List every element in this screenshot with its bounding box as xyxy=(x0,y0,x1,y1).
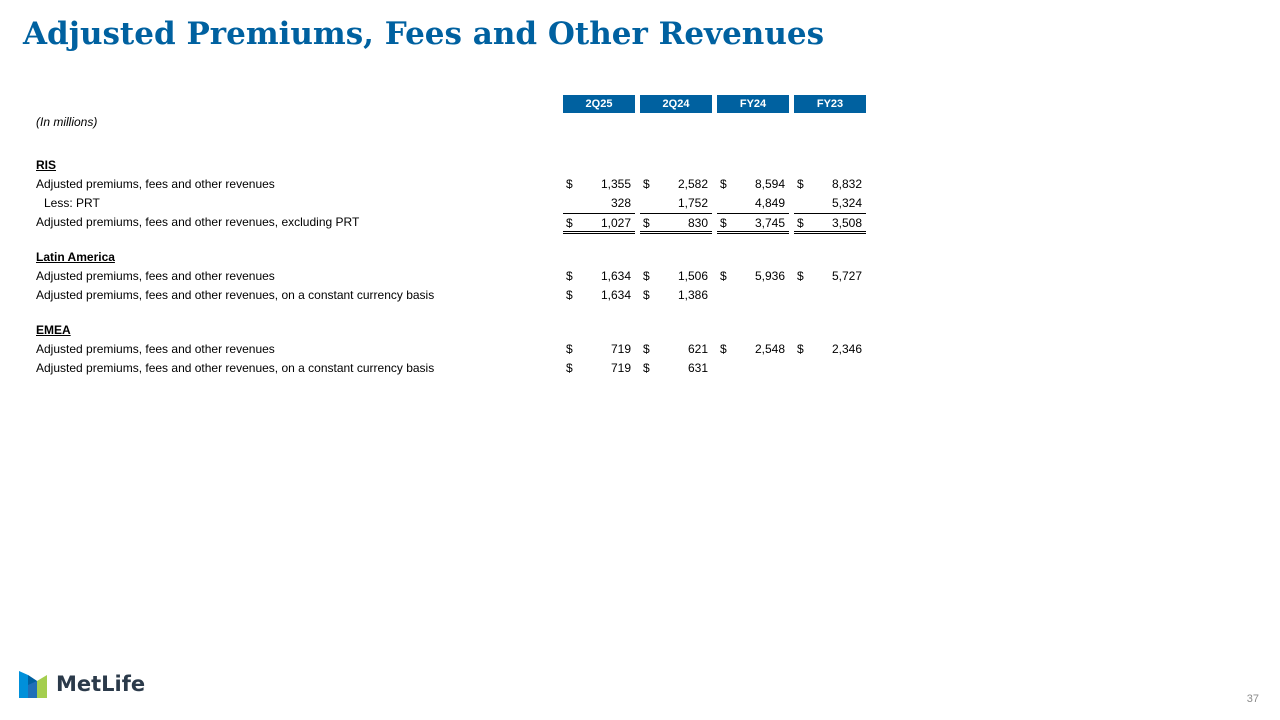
table-row xyxy=(0,267,1280,286)
currency-symbol: $ xyxy=(720,216,727,230)
row-label: Adjusted premiums, fees and other revenues, on a constant currency basis xyxy=(36,361,435,375)
column-header-2q25: 2Q25 xyxy=(563,95,635,113)
cell-value: 4,849 xyxy=(754,196,785,210)
brand-wordmark: MetLife xyxy=(56,672,146,696)
cell-value: 3,508 xyxy=(831,216,862,230)
table-row xyxy=(0,175,1280,194)
cell-value: 328 xyxy=(610,196,631,210)
cell-value: 8,594 xyxy=(754,177,785,191)
cell-value: 2,582 xyxy=(677,177,708,191)
currency-symbol: $ xyxy=(643,177,650,191)
currency-symbol: $ xyxy=(566,361,573,375)
cell-value: 1,386 xyxy=(677,288,708,302)
currency-symbol: $ xyxy=(797,216,804,230)
section-heading-emea xyxy=(0,321,1280,340)
cell-value: 5,936 xyxy=(754,269,785,283)
cell-value: 5,324 xyxy=(831,196,862,210)
cell-value: 1,355 xyxy=(600,177,631,191)
section-heading-latin-america xyxy=(0,248,1280,267)
page-title: Adjusted Premiums, Fees and Other Revenues xyxy=(23,16,825,52)
currency-symbol: $ xyxy=(797,269,804,283)
cell-value: 2,548 xyxy=(754,342,785,356)
row-label: Adjusted premiums, fees and other revenues, on a constant currency basis xyxy=(36,288,435,302)
cell-value: 1,506 xyxy=(677,269,708,283)
row-label: Adjusted premiums, fees and other revenues xyxy=(36,177,275,191)
cell-value: 5,727 xyxy=(831,269,862,283)
cell-value: 3,745 xyxy=(754,216,785,230)
cell-value: 1,634 xyxy=(600,269,631,283)
section-heading-label: EMEA xyxy=(36,323,71,337)
currency-symbol: $ xyxy=(643,288,650,302)
currency-symbol: $ xyxy=(566,288,573,302)
cell-value: 1,027 xyxy=(600,216,631,230)
currency-symbol: $ xyxy=(797,177,804,191)
cell-value: 830 xyxy=(687,216,708,230)
metlife-logo-icon xyxy=(19,671,49,699)
cell-value: 719 xyxy=(610,342,631,356)
cell-value: 8,832 xyxy=(831,177,862,191)
currency-symbol: $ xyxy=(643,269,650,283)
column-header-fy24: FY24 xyxy=(717,95,789,113)
table-row xyxy=(0,286,1280,305)
currency-symbol: $ xyxy=(643,216,650,230)
table-row xyxy=(0,194,1280,213)
currency-symbol: $ xyxy=(643,342,650,356)
currency-symbol: $ xyxy=(797,342,804,356)
table-row xyxy=(0,340,1280,359)
row-label: Less: PRT xyxy=(44,196,100,210)
table-row xyxy=(0,359,1280,378)
cell-value: 1,634 xyxy=(600,288,631,302)
row-label: Adjusted premiums, fees and other revenues xyxy=(36,342,275,356)
currency-symbol: $ xyxy=(566,177,573,191)
column-header-fy23: FY23 xyxy=(794,95,866,113)
section-heading-ris xyxy=(0,156,1280,175)
currency-symbol: $ xyxy=(720,342,727,356)
section-heading-label: Latin America xyxy=(36,250,115,264)
section-heading-label: RIS xyxy=(36,158,57,172)
currency-symbol: $ xyxy=(566,216,573,230)
row-label: Adjusted premiums, fees and other revenues xyxy=(36,269,275,283)
currency-symbol: $ xyxy=(720,269,727,283)
cell-value: 1,752 xyxy=(677,196,708,210)
table-row-total xyxy=(0,213,1280,232)
row-label: Adjusted premiums, fees and other revenues, excluding PRT xyxy=(36,215,360,229)
cell-value: 2,346 xyxy=(831,342,862,356)
currency-symbol: $ xyxy=(720,177,727,191)
currency-symbol: $ xyxy=(566,342,573,356)
cell-value: 621 xyxy=(687,342,708,356)
units-note: (In millions) xyxy=(36,115,98,129)
column-header-2q24: 2Q24 xyxy=(640,95,712,113)
cell-value: 631 xyxy=(687,361,708,375)
currency-symbol: $ xyxy=(566,269,573,283)
currency-symbol: $ xyxy=(643,361,650,375)
page-number: 37 xyxy=(1246,693,1259,705)
cell-value: 719 xyxy=(610,361,631,375)
